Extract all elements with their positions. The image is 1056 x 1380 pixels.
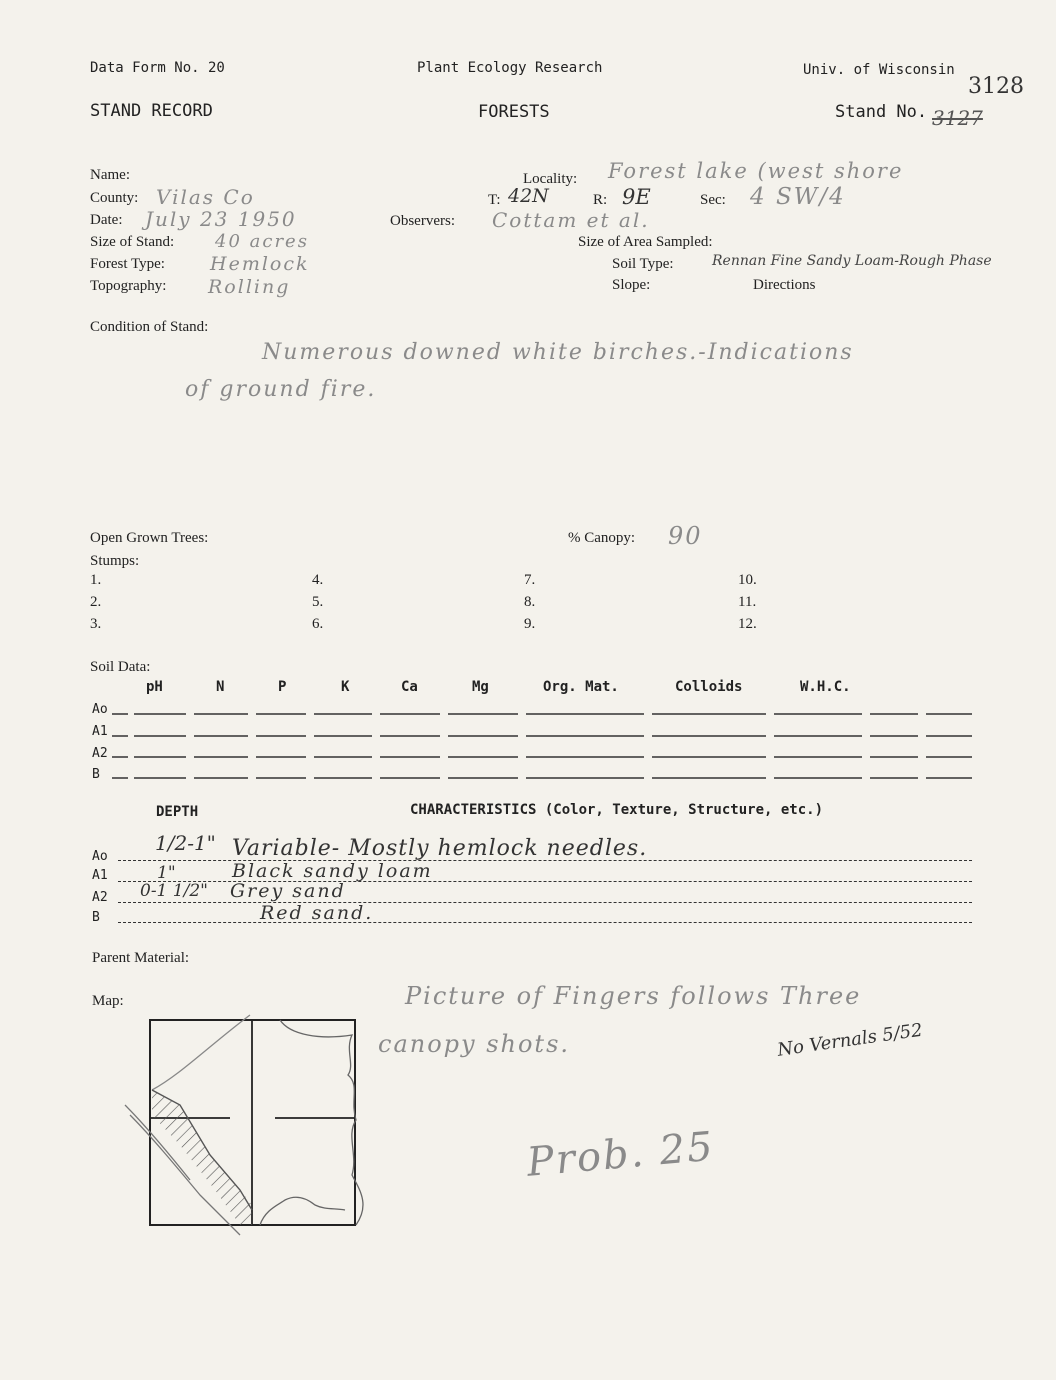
- picture-note-line-1: Picture of Fingers follows Three: [405, 982, 862, 1010]
- soil-row-a2: A2: [92, 746, 108, 761]
- stand-map-sketch: [120, 1005, 390, 1245]
- stump-4: 4.: [312, 572, 324, 588]
- stump-10: 10.: [738, 572, 757, 588]
- township-label: T:: [488, 192, 501, 208]
- horizon-ao-desc: Variable- Mostly hemlock needles.: [232, 836, 648, 861]
- problem-note: Prob. 25: [525, 1123, 717, 1186]
- horizon-b-line: [118, 922, 972, 923]
- section-label: Sec:: [700, 192, 726, 208]
- size-label: Size of Stand:: [90, 234, 175, 250]
- col-p: P: [278, 679, 287, 695]
- characteristics-header: CHARACTERISTICS (Color, Texture, Structure, etc.): [410, 802, 824, 818]
- date-value: July 23 1950: [145, 207, 297, 231]
- township-value: 42N: [508, 185, 549, 207]
- soil-row-ao: Ao: [92, 702, 108, 717]
- horizon-a2-line: [118, 902, 972, 903]
- horizon-a1-desc: Black sandy loam: [232, 860, 433, 882]
- form-number: Data Form No. 20: [90, 60, 225, 76]
- horizon-b-desc: Red sand.: [260, 902, 374, 924]
- horizon-a1-line: [118, 881, 972, 882]
- stump-12: 12.: [738, 616, 757, 632]
- col-colloids: Colloids: [675, 679, 743, 695]
- soil-data-label: Soil Data:: [90, 659, 151, 675]
- range-value: 9E: [622, 185, 651, 209]
- university: Univ. of Wisconsin: [803, 62, 955, 78]
- area-sampled-label: Size of Area Sampled:: [578, 234, 713, 250]
- forest-type-value: Hemlock: [210, 253, 310, 275]
- stand-no-label: Stand No.: [835, 102, 928, 122]
- range-label: R:: [593, 192, 608, 208]
- col-org-mat: Org. Mat.: [543, 679, 619, 695]
- forest-type-label: Forest Type:: [90, 256, 165, 272]
- soil-type-value: Rennan Fine Sandy Loam-Rough Phase: [712, 253, 992, 269]
- condition-label: Condition of Stand:: [90, 319, 209, 335]
- stump-3: 3.: [90, 616, 102, 632]
- county-value: Vilas Co: [156, 185, 255, 209]
- county-label: County:: [90, 190, 139, 206]
- horizon-a2-desc: Grey sand: [230, 880, 346, 902]
- col-whc: W.H.C.: [800, 679, 851, 695]
- section-value: 4 SW/4: [750, 184, 846, 210]
- col-ph: pH: [146, 679, 163, 695]
- canopy-label: % Canopy:: [568, 530, 636, 546]
- locality-value: Forest lake (west shore: [608, 159, 904, 183]
- col-mg: Mg: [472, 679, 489, 695]
- parent-material-label: Parent Material:: [92, 950, 190, 966]
- depth-header: DEPTH: [156, 804, 199, 820]
- condition-line-2: of ground fire.: [185, 377, 377, 402]
- organization: Plant Ecology Research: [417, 60, 603, 76]
- soil-type-label: Soil Type:: [612, 256, 674, 272]
- date-label: Date:: [90, 212, 123, 228]
- vernals-note: No Vernals 5/52: [776, 1019, 924, 1061]
- forests-title: FORESTS: [478, 102, 550, 122]
- locality-label: Locality:: [523, 171, 578, 187]
- horizon-b-label: B: [92, 910, 100, 925]
- topography-value: Rolling: [208, 276, 291, 298]
- col-k: K: [341, 679, 350, 695]
- horizon-ao-label: Ao: [92, 849, 108, 864]
- stand-number-struck: 3127: [932, 106, 983, 130]
- col-ca: Ca: [401, 679, 418, 695]
- observers-value: Cottam et al.: [492, 208, 650, 232]
- horizon-ao-depth: 1/2-1": [155, 831, 216, 855]
- horizon-a1-depth: 1": [157, 863, 176, 883]
- open-grown-label: Open Grown Trees:: [90, 530, 209, 546]
- stump-5: 5.: [312, 594, 324, 610]
- stump-2: 2.: [90, 594, 102, 610]
- stump-11: 11.: [738, 594, 757, 610]
- picture-note-line-2: canopy shots.: [378, 1030, 571, 1058]
- topography-label: Topography:: [90, 278, 167, 294]
- canopy-value: 90: [668, 522, 703, 550]
- horizon-ao-line: [118, 860, 972, 861]
- name-label: Name:: [90, 167, 130, 183]
- slope-label: Slope:: [612, 277, 651, 293]
- stand-number: 3128: [968, 74, 1024, 99]
- stand-record-title: STAND RECORD: [90, 101, 213, 121]
- soil-row-a1: A1: [92, 724, 108, 739]
- horizon-a2-depth: 0-1 1/2": [140, 881, 208, 901]
- stumps-label: Stumps:: [90, 553, 140, 569]
- condition-line-1: Numerous downed white birches.-Indications: [262, 340, 854, 365]
- stump-7: 7.: [524, 572, 536, 588]
- stump-1: 1.: [90, 572, 102, 588]
- stump-8: 8.: [524, 594, 536, 610]
- stump-9: 9.: [524, 616, 536, 632]
- map-label: Map:: [92, 993, 124, 1009]
- soil-row-b: B: [92, 767, 100, 782]
- stump-6: 6.: [312, 616, 324, 632]
- horizon-a1-label: A1: [92, 868, 108, 883]
- observers-label: Observers:: [390, 213, 455, 229]
- size-value: 40 acres: [215, 231, 309, 252]
- horizon-a2-label: A2: [92, 890, 108, 905]
- directions-label: Directions: [753, 277, 816, 293]
- col-n: N: [216, 679, 225, 695]
